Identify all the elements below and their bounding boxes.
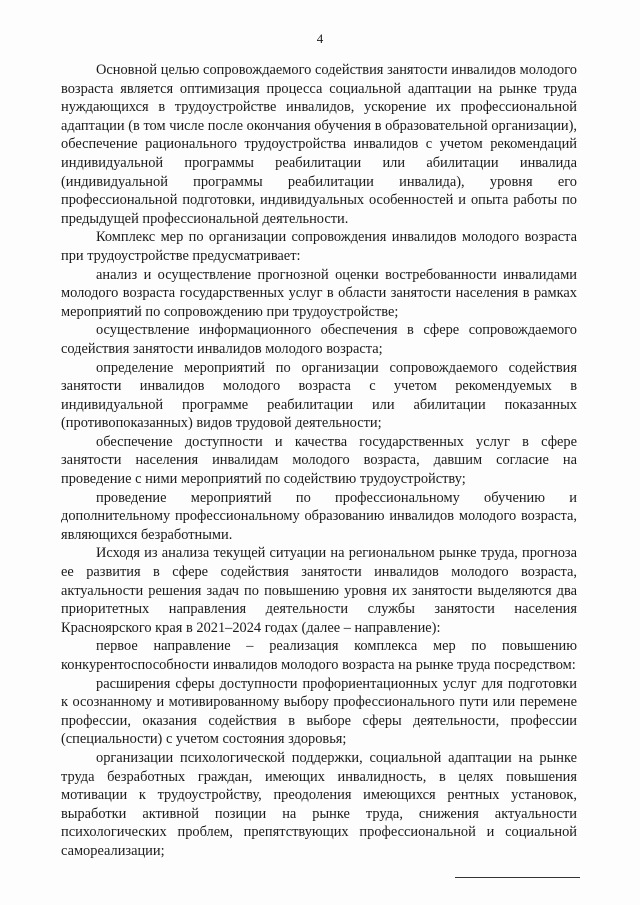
paragraph-measure-information: осуществление информационного обеспечения в сфере сопровождаемого содействия занятости инвалидов молодого возраста; xyxy=(61,322,577,357)
paragraph-first-direction: первое направление – реализация комплекса мер по повышению конкурентоспособности инвалидов молодого возраста на рынке труда посредством: xyxy=(61,638,577,673)
page-number: 4 xyxy=(316,31,324,46)
paragraph-career-guidance: расширения сферы доступности профориентационных услуг для подготовки к осознанному и мотивированному выбору профессионального пути или перемене профессии, оказания содействия в выборе сферы деятельности, профессии (специальности) с учетом состояния здоровья; xyxy=(61,675,577,748)
paragraph-measure-accessibility: обеспечение доступности и качества государственных услуг в сфере занятости населения инвалидам молодого возраста, давшим согласие на проведение с ними мероприятий по содействию трудоустройству; xyxy=(61,433,577,488)
paragraph-measure-definition: определение мероприятий по организации сопровождаемого содействия занятости инвалидов молодого возраста с учетом рекомендуемых в индивидуальной программе реабилитации или абилитации показанных (противопоказанных) видов трудовой деятельности; xyxy=(61,359,577,432)
paragraph-analysis-directions: Исходя из анализа текущей ситуации на региональном рынке труда, прогноза ее развития в сфере содействия занятости инвалидов молодого возраста, актуальности решения задач по повышению уровня их занятости выделяются два приоритетных направления деятельности службы занятости населения Красноярского края в 2021–2024 годах (далее – направление): xyxy=(61,545,577,636)
paragraph-psychological-support: организации психологической поддержки, социальной адаптации на рынке труда безработных граждан, имеющих инвалидность, в целях повышения мотивации к трудоустройству, преодоления имеющихся рентных установок, выработки активной позиции на рынке труда, снижения актуальности психологических проблем, препятствующих профессиональной и социальной самореализации; xyxy=(61,749,577,859)
paragraph-measure-training: проведение мероприятий по профессиональному обучению и дополнительному профессиональному образованию инвалидов молодого возраста, являющихся безработными. xyxy=(61,489,577,543)
paragraph-goal: Основной целью сопровождаемого содействия занятости инвалидов молодого возраста является оптимизация процесса социальной адаптации на рынке труда нуждающихся в трудоустройстве инвалидов, ускорение их профессиональной адаптации (в том числе после окончания обучения в образовательной организации), обеспечение рационального трудоустройства инвалидов с учетом рекомендаций индивидуальной программы реабилитации или абилитации инвалида (индивидуальной программы реабилитации инвалида), уровня его профессиональной подготовки, индивидуальных особенностей и опыта работы по предыдущей профессиональной деятельности. xyxy=(61,62,577,227)
footer-rule xyxy=(455,877,580,878)
document-body xyxy=(61,61,577,861)
paragraph-measure-analysis: анализ и осуществление прогнозной оценки востребованности инвалидами молодого возраста государственных услуг в области занятости населения в рамках мероприятий по сопровождению при трудоустройстве; xyxy=(61,266,577,320)
paragraph-measures-intro: Комплекс мер по организации сопровождения инвалидов молодого возраста при трудоустройстве предусматривает: xyxy=(61,229,577,264)
